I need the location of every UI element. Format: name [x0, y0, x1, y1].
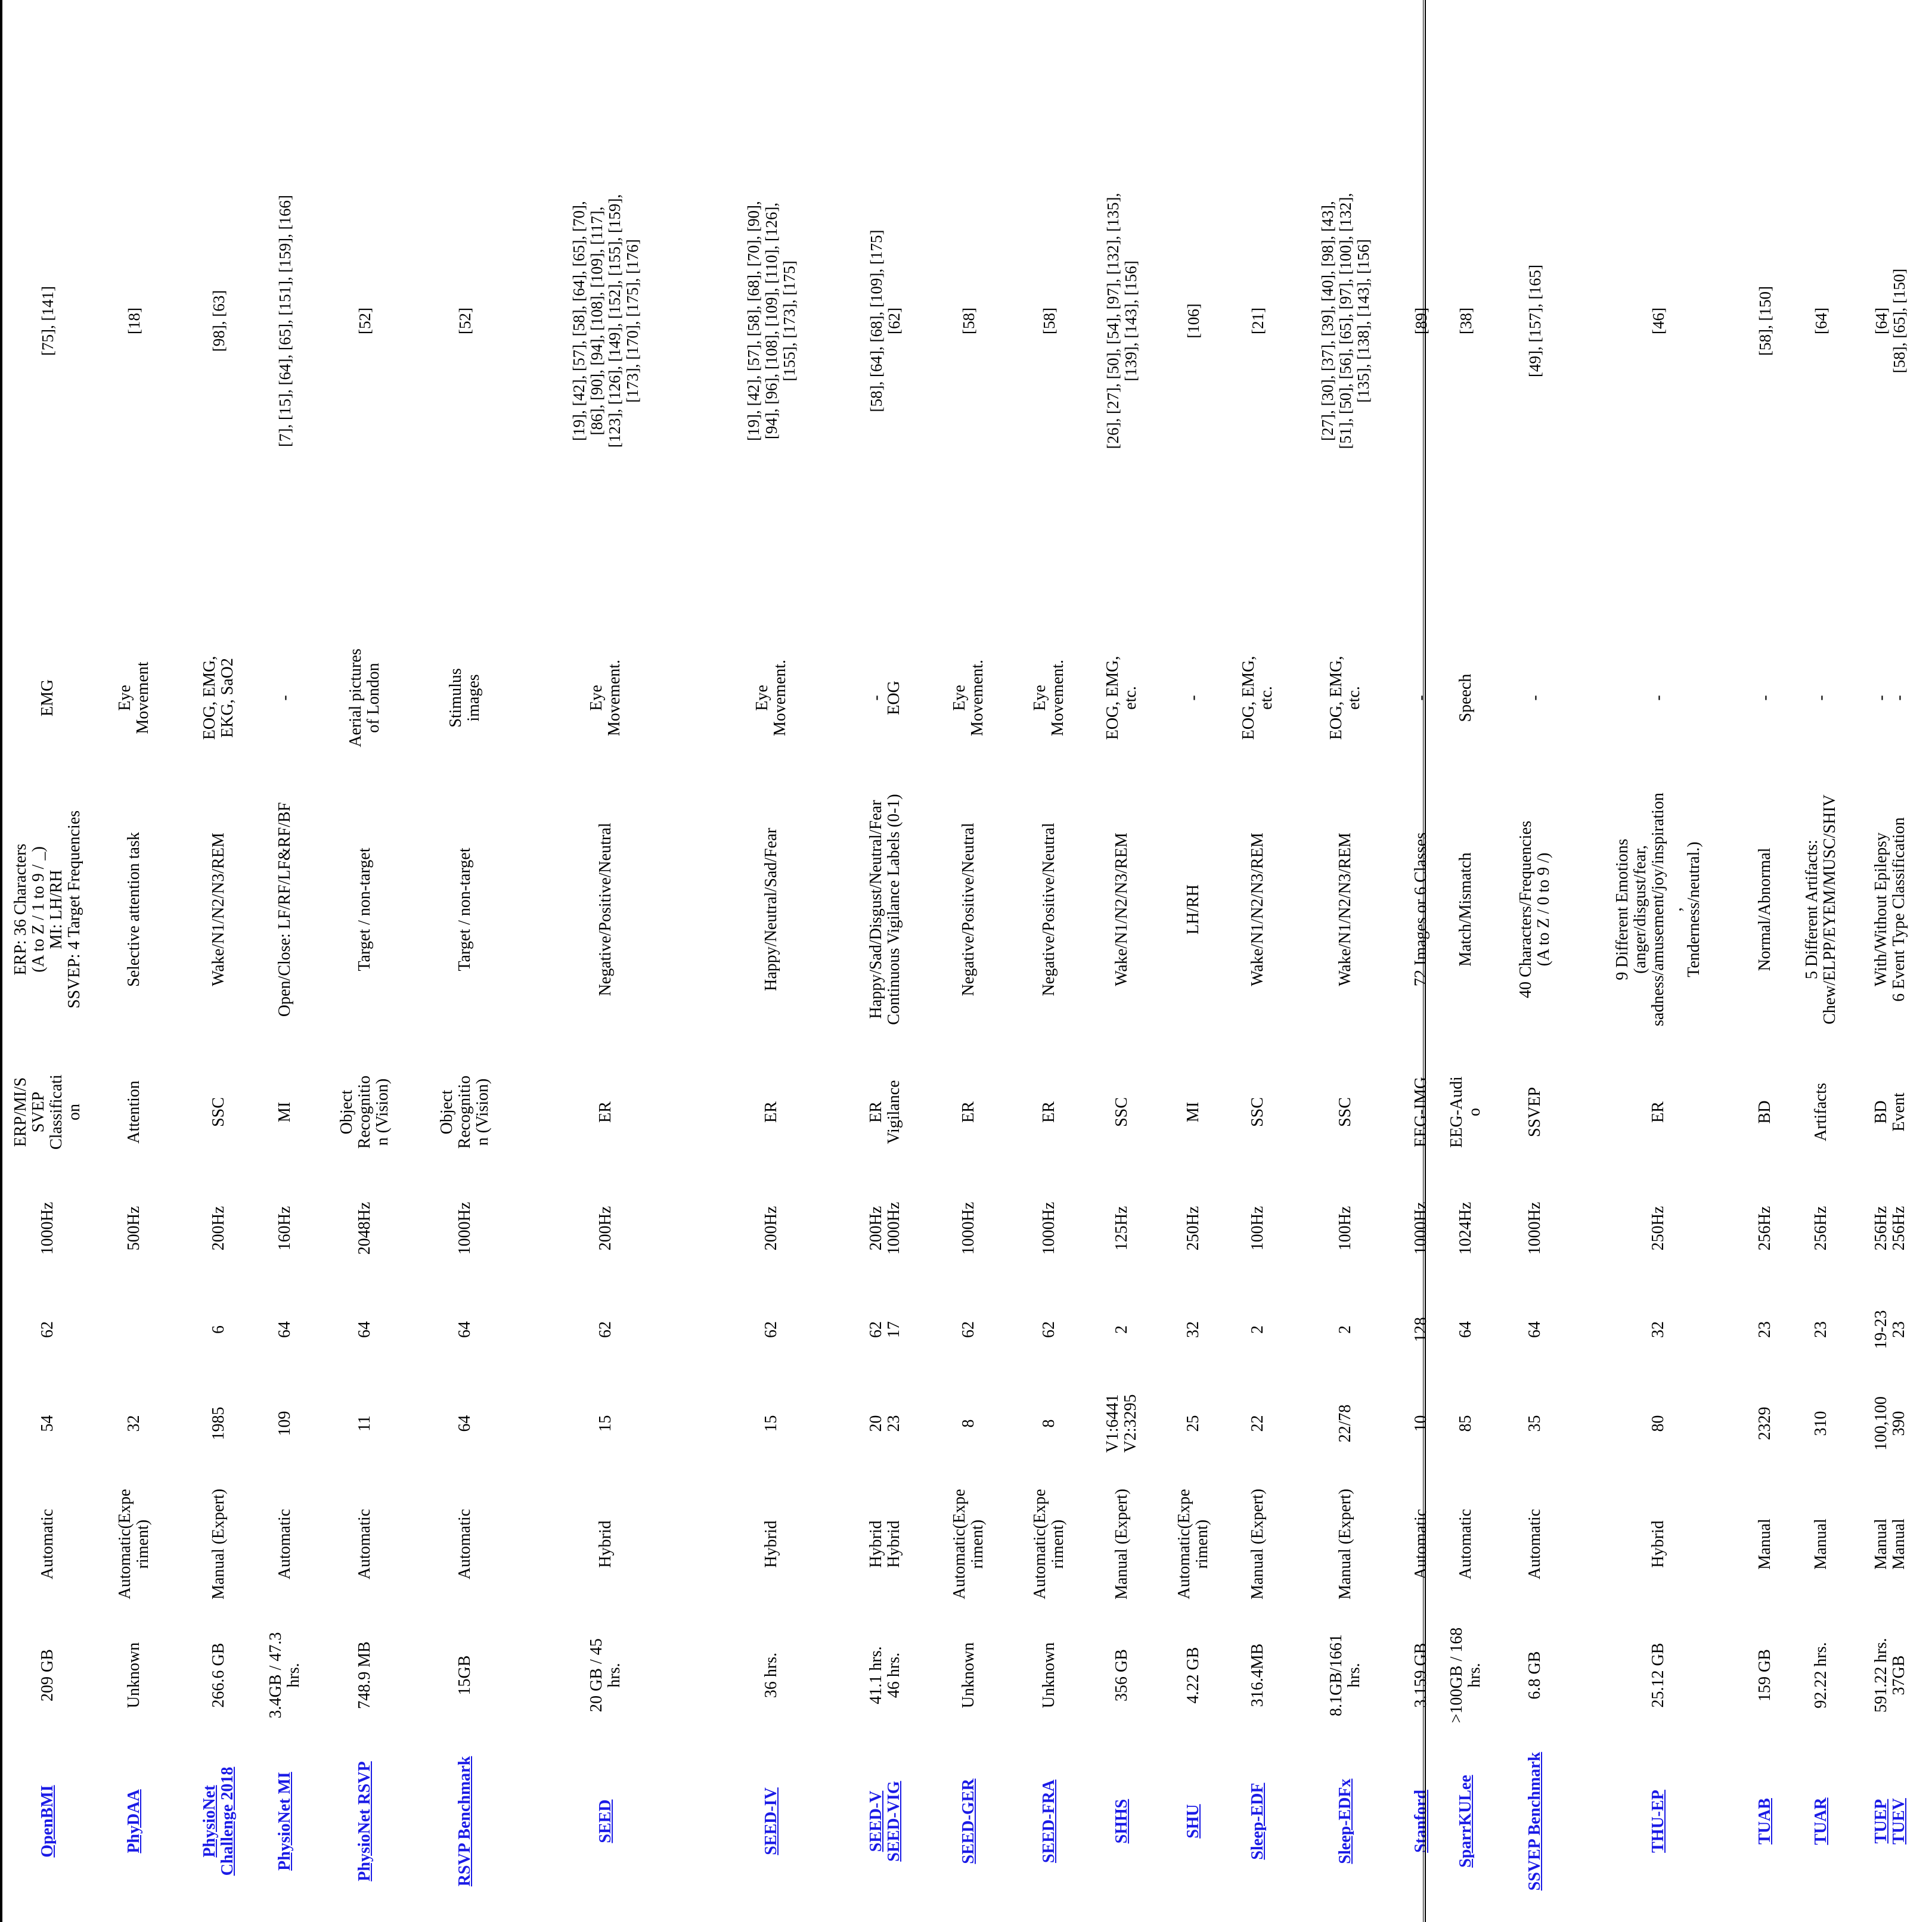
sampling-rate-cell: 250Hz [1184, 1206, 1202, 1251]
channels-cell: 62 [596, 1321, 615, 1338]
dataset-name [252, 1735, 318, 1908]
table-row [1490, 13, 1580, 1908]
other-signals-cell: Eye Movement. [950, 659, 987, 737]
dataset-link[interactable]: RSVP Benchmark [455, 1756, 474, 1887]
classes-cell: ERP: 36 Characters (A to Z / 1 to 9 / _) MI: LH/RH SSVEP: 4 Target Frequencies [11, 810, 83, 1009]
classes-cell: Negative/Positive/Neutral [1040, 822, 1058, 996]
bottom-rule [1423, 0, 1426, 1922]
references-cell: [106] [1184, 303, 1202, 339]
task-cell: ER [1040, 1101, 1058, 1123]
references-cell: [19], [42], [57], [58], [68], [70], [90], [94], [96], [108], [109], [110], [126], [155], [173], [175] [745, 201, 798, 441]
task-cell: SSVEP [1525, 1086, 1544, 1138]
classes-cell: 9 Different Emotions (anger/disgust/fear, sadness/amusement/joy/inspiration , Tenderness/neutral.) [1613, 793, 1703, 1026]
sampling-rate-cell: 1000Hz [38, 1201, 57, 1255]
task-cell: ER Vigilance [867, 1080, 903, 1144]
dataset-name [517, 1735, 693, 1908]
channels-cell: 19-23 23 [1872, 1310, 1908, 1349]
references-cell: [52] [356, 308, 374, 334]
classes-cell: Open/Close: LF/RF/LF&RF/BF [275, 802, 294, 1017]
labeling-cell: Manual (Expert) [1112, 1489, 1131, 1600]
labeling-cell: Automatic [1456, 1508, 1475, 1580]
size-cell: 159 GB [1755, 1649, 1774, 1701]
subjects-cell: 2329 [1755, 1406, 1774, 1440]
table-row [252, 13, 318, 1908]
task-cell: ER [959, 1101, 978, 1123]
table-row [1161, 13, 1226, 1908]
labeling-cell: Manual [1811, 1519, 1830, 1570]
subjects-cell: 22/78 [1335, 1404, 1354, 1443]
size-cell: Unknown [959, 1642, 978, 1709]
table-row [849, 13, 921, 1908]
dataset-link[interactable]: SEED-FRA [1040, 1780, 1058, 1864]
dataset-name [1226, 1735, 1290, 1908]
subjects-cell: 1985 [209, 1406, 228, 1440]
labeling-cell: Hybrid [1649, 1520, 1667, 1568]
classes-cell: 40 Characters/Frequencies (A to Z / 0 to 9 /) [1517, 821, 1553, 998]
references-cell: [58] [1040, 308, 1058, 334]
dataset-link[interactable]: SEED-GER [959, 1778, 978, 1864]
classes-cell: Wake/N1/N2/N3/REM [1248, 833, 1267, 986]
classes-cell: Happy/Sad/Disgust/Neutral/Fear Continuous Vigilance Labels (0-1) [867, 794, 903, 1025]
table-row [318, 13, 412, 1908]
dataset-link[interactable]: PhysioNet MI [275, 1772, 294, 1871]
dataset-name [1161, 1735, 1226, 1908]
labeling-cell: Automatic(Expe riment) [116, 1489, 152, 1600]
channels-cell: 62 [762, 1321, 780, 1338]
size-cell: 8.1GB/1661 hrs. [1326, 1634, 1363, 1716]
sampling-rate-cell: 1000Hz [1412, 1201, 1430, 1255]
dataset-name [83, 1735, 185, 1908]
channels-cell: 128 [1412, 1317, 1430, 1342]
table-row [185, 13, 252, 1908]
dataset-link[interactable]: SEED-V SEED-VIG [867, 1781, 903, 1862]
references-cell: [7], [15], [64], [65], [151], [159], [166] [276, 195, 294, 447]
other-signals-cell: - [1811, 695, 1830, 701]
references-cell: [38] [1457, 308, 1475, 334]
classes-cell: Negative/Positive/Neutral [959, 822, 978, 996]
classes-cell: Negative/Positive/Neutral [596, 822, 615, 996]
dataset-name [849, 1735, 921, 1908]
table-row [12, 13, 83, 1908]
labeling-cell: Automatic [38, 1508, 57, 1580]
task-cell: Object Recognitio n (Vision) [437, 1075, 492, 1149]
classes-cell: 5 Different Artifacts: Chew/ELPP/EYEM/MUSC/SHIV [1802, 794, 1839, 1024]
labeling-cell: Automatic(Expe riment) [1175, 1489, 1211, 1600]
dataset-name [1400, 1735, 1442, 1908]
sampling-rate-cell: 125Hz [1112, 1206, 1131, 1251]
labeling-cell: Manual Manual [1872, 1519, 1908, 1570]
size-cell: 41.1 hrs. 46 hrs. [867, 1646, 903, 1704]
dataset-link[interactable]: SSVEP Benchmark [1525, 1752, 1544, 1891]
subjects-cell: V1:6441 V2:3295 [1103, 1394, 1140, 1453]
task-cell: Artifacts [1811, 1083, 1830, 1141]
dataset-link[interactable]: SHU [1184, 1804, 1202, 1839]
other-signals-cell: - - [1872, 695, 1908, 701]
channels-cell: 62 [38, 1321, 57, 1338]
table-row [412, 13, 517, 1908]
labeling-cell: Automatic [275, 1508, 294, 1580]
classes-cell: With/Without Epilepsy 6 Event Type Classification [1872, 817, 1908, 1002]
subjects-cell: 80 [1649, 1415, 1667, 1432]
size-cell: 6.8 GB [1525, 1651, 1544, 1700]
sampling-rate-cell: 100Hz [1335, 1206, 1354, 1251]
other-signals-cell: - [1755, 695, 1774, 701]
dataset-link[interactable]: SHHS [1112, 1799, 1131, 1844]
dataset-table [12, 13, 1932, 1908]
subjects-cell: 11 [355, 1415, 374, 1432]
channels-cell: 2 [1112, 1325, 1131, 1334]
dataset-link[interactable]: SEED [596, 1799, 615, 1843]
channels-cell: 32 [1184, 1321, 1202, 1338]
dataset-name [693, 1735, 849, 1908]
dataset-link[interactable]: TUAB [1755, 1798, 1774, 1845]
dataset-link[interactable]: SEED-IV [762, 1787, 780, 1855]
subjects-cell: 64 [455, 1415, 474, 1432]
table-body [12, 13, 1932, 1908]
channels-cell: 6 [209, 1325, 228, 1334]
subjects-cell: 310 [1811, 1411, 1830, 1436]
classes-cell: Wake/N1/N2/N3/REM [1112, 833, 1131, 986]
table-row [1580, 13, 1736, 1908]
dataset-link[interactable]: THU-EP [1649, 1790, 1667, 1853]
labeling-cell: Automatic(Expe riment) [950, 1489, 987, 1600]
dataset-name [12, 1735, 83, 1908]
dataset-link[interactable]: Sleep-EDF [1248, 1783, 1267, 1860]
labeling-cell: Automatic(Expe riment) [1031, 1489, 1067, 1600]
classes-cell: Target / non-target [455, 847, 474, 971]
labeling-cell: Automatic [1412, 1508, 1430, 1580]
size-cell: 4.22 GB [1184, 1647, 1202, 1704]
other-signals-cell: - [1525, 695, 1544, 701]
other-signals-cell: - [1649, 695, 1667, 701]
channels-cell: 64 [355, 1321, 374, 1338]
channels-cell: 64 [1525, 1321, 1544, 1338]
size-cell: 15GB [455, 1655, 474, 1696]
dataset-link[interactable]: SparrKULee [1456, 1775, 1475, 1868]
references-cell: [18] [125, 308, 143, 334]
dataset-name [921, 1735, 1016, 1908]
other-signals-cell: EMG [38, 679, 57, 717]
task-cell: MI [275, 1101, 294, 1123]
subjects-cell: 22 [1248, 1415, 1267, 1432]
dataset-name [1736, 1735, 1793, 1908]
other-signals-cell: Speech [1456, 673, 1475, 722]
channels-cell [83, 1285, 185, 1374]
size-cell: 20 GB / 45 hrs. [587, 1638, 624, 1712]
references-cell: [64] [58], [65], [150] [1872, 268, 1908, 374]
other-signals-cell: - [1184, 695, 1202, 701]
dataset-name [1793, 1735, 1849, 1908]
dataset-link[interactable]: PhysioNet Challenge 2018 [200, 1766, 237, 1876]
sampling-rate-cell: 256Hz [1755, 1206, 1774, 1251]
references-cell: [89] [1412, 308, 1430, 334]
labeling-cell: Manual (Expert) [209, 1489, 228, 1600]
size-cell: 748.9 MB [355, 1641, 374, 1709]
size-cell: 356 GB [1112, 1649, 1131, 1701]
classes-cell: LH/RH [1184, 884, 1202, 934]
dataset-link[interactable]: Sleep-EDFx [1335, 1778, 1354, 1864]
task-cell: Attention [125, 1080, 143, 1144]
classes-cell: Wake/N1/N2/N3/REM [1335, 833, 1354, 986]
sampling-rate-cell: 200Hz [209, 1206, 228, 1251]
references-cell: [58], [150] [1756, 286, 1774, 356]
dataset-link[interactable]: TUEP TUEV [1872, 1798, 1908, 1845]
channels-cell: 2 [1335, 1325, 1354, 1334]
references-cell: [52] [455, 308, 474, 334]
task-cell: EEG-IMG [1412, 1076, 1430, 1148]
size-cell: 3.159 GB [1412, 1642, 1430, 1708]
labeling-cell: Manual (Expert) [1335, 1489, 1354, 1600]
labeling-cell: Hybrid Hybrid [867, 1520, 903, 1568]
subjects-cell: 8 [959, 1419, 978, 1428]
subjects-cell: 15 [762, 1415, 780, 1432]
other-signals-cell: Stimulus images [446, 668, 483, 728]
task-cell: ER [1649, 1101, 1667, 1123]
dataset-name [185, 1735, 252, 1908]
references-cell: [49], [157], [165] [1526, 265, 1544, 377]
channels-cell: 64 [275, 1321, 294, 1338]
subjects-cell: 85 [1456, 1415, 1475, 1432]
references-cell: [26], [27], [50], [54], [97], [132], [135], [139], [143], [156] [1103, 192, 1140, 449]
other-signals-cell: Eye Movement. [1031, 659, 1067, 737]
classes-cell: Target / non-target [355, 847, 374, 971]
references-cell: [27], [30], [37], [39], [40], [98], [43], [51], [50], [56], [65], [97], [100], [132], [135], [138], [143], [156] [1318, 192, 1372, 449]
classes-cell: Happy/Neutral/Sad/Fear [762, 828, 780, 991]
subjects-cell: 25 [1184, 1415, 1202, 1432]
references-cell: [58] [960, 308, 978, 334]
size-cell: 591.22 hrs. 37GB [1872, 1638, 1908, 1713]
dataset-link[interactable]: PhysioNet RSVP [355, 1761, 374, 1881]
sampling-rate-cell: 160Hz [275, 1206, 294, 1251]
top-rule [0, 0, 2, 1922]
table-row [1400, 13, 1442, 1908]
other-signals-cell: EOG, EMG, EKG, SaO2 [200, 656, 237, 740]
dataset-link[interactable]: PhyDAA [125, 1789, 143, 1853]
task-cell: EEG-Audi o [1447, 1076, 1484, 1148]
references-cell: [98], [63] [209, 290, 228, 352]
sampling-rate-cell: 500Hz [125, 1206, 143, 1251]
size-cell: >100GB / 168 hrs. [1447, 1627, 1484, 1724]
sampling-rate-cell: 256Hz 256Hz [1872, 1206, 1908, 1251]
table-row [1226, 13, 1290, 1908]
other-signals-cell: - [1412, 695, 1430, 701]
dataset-link[interactable]: Stanford [1412, 1790, 1430, 1853]
task-cell: BD [1755, 1100, 1774, 1124]
task-cell: ER [762, 1101, 780, 1123]
sampling-rate-cell: 250Hz [1649, 1206, 1667, 1251]
sampling-rate-cell: 200Hz 1000Hz [867, 1201, 903, 1255]
other-signals-cell: Eye Movement. [587, 659, 624, 737]
table-row [921, 13, 1016, 1908]
labeling-cell: Automatic [1525, 1508, 1544, 1580]
references-cell: [58], [64], [68], [109], [175] [62] [867, 229, 903, 412]
table-row [693, 13, 849, 1908]
task-cell: Object Recognitio n (Vision) [337, 1075, 392, 1149]
subjects-cell: 100,100 390 [1872, 1396, 1908, 1451]
labeling-cell: Automatic [455, 1508, 474, 1580]
other-signals-cell: - EOG [867, 681, 903, 715]
task-cell: SSC [1112, 1097, 1131, 1127]
other-signals-cell: EOG, EMG, etc. [1239, 656, 1276, 740]
sampling-rate-cell: 200Hz [596, 1206, 615, 1251]
channels-cell: 64 [1456, 1321, 1475, 1338]
other-signals-cell: Aerial pictures of London [346, 648, 383, 747]
task-cell: SSC [1248, 1097, 1267, 1127]
channels-cell: 23 [1755, 1321, 1774, 1338]
other-signals-cell: Eye Movement [116, 662, 152, 734]
references-cell: [19], [42], [57], [58], [64], [65], [70], [86], [90], [94], [108], [109], [117], [123], [126], [149], [152], [155], [159], [173], [170], [175], [176] [569, 194, 641, 448]
channels-cell: 62 [959, 1321, 978, 1338]
table-row [517, 13, 693, 1908]
subjects-cell: 20 23 [867, 1415, 903, 1432]
size-cell: 36 hrs. [762, 1652, 780, 1699]
channels-cell: 62 17 [867, 1321, 903, 1338]
table-row [1793, 13, 1849, 1908]
sampling-rate-cell: 2048Hz [355, 1201, 374, 1255]
other-signals-cell: EOG, EMG, etc. [1103, 656, 1140, 740]
channels-cell: 62 [1040, 1321, 1058, 1338]
table-row [1082, 13, 1161, 1908]
subjects-cell: 8 [1040, 1419, 1058, 1428]
sampling-rate-cell: 1000Hz [455, 1201, 474, 1255]
subjects-cell: 32 [125, 1415, 143, 1432]
sampling-rate-cell: 1000Hz [1040, 1201, 1058, 1255]
size-cell: 3.4GB / 47.3 hrs. [266, 1632, 303, 1719]
dataset-name [1849, 1735, 1932, 1908]
size-cell: 266.6 GB [209, 1642, 228, 1708]
dataset-name [1082, 1735, 1161, 1908]
labeling-cell: Manual (Expert) [1248, 1489, 1267, 1600]
sampling-rate-cell: 1000Hz [1525, 1201, 1544, 1255]
size-cell: Unknown [125, 1642, 143, 1709]
task-cell: SSC [209, 1097, 228, 1127]
references-cell: [64] [1812, 308, 1830, 334]
sampling-rate-cell: 1000Hz [959, 1201, 978, 1255]
subjects-cell: 109 [275, 1411, 294, 1436]
dataset-name [1580, 1735, 1736, 1908]
sampling-rate-cell: 200Hz [762, 1206, 780, 1251]
other-signals-cell: EOG, EMG, etc. [1326, 656, 1363, 740]
classes-cell: Wake/N1/N2/N3/REM [209, 833, 228, 986]
subjects-cell: 54 [38, 1415, 57, 1432]
size-cell: 25.12 GB [1649, 1642, 1667, 1708]
dataset-name [1016, 1735, 1082, 1908]
labeling-cell: Automatic [355, 1508, 374, 1580]
task-cell: BD Event [1872, 1092, 1908, 1132]
references-cell: [21] [1249, 308, 1267, 334]
subjects-cell: 15 [596, 1415, 615, 1432]
channels-cell: 2 [1248, 1325, 1267, 1334]
size-cell: Unknown [1040, 1642, 1058, 1709]
dataset-name [1290, 1735, 1400, 1908]
table-row [1016, 13, 1082, 1908]
subjects-cell: 35 [1525, 1415, 1544, 1432]
dataset-name [1490, 1735, 1580, 1908]
labeling-cell: Hybrid [762, 1520, 780, 1568]
task-cell: SSC [1335, 1097, 1354, 1127]
other-signals-cell: - [275, 695, 294, 701]
channels-cell: 64 [455, 1321, 474, 1338]
task-cell: ER [596, 1101, 615, 1123]
dataset-link[interactable]: OpenBMI [38, 1785, 57, 1858]
table-row [1736, 13, 1793, 1908]
size-cell: 92.22 hrs. [1811, 1642, 1830, 1709]
classes-cell: Selective attention task [125, 832, 143, 987]
table-row [1849, 13, 1932, 1908]
dataset-name [318, 1735, 412, 1908]
subjects-cell: 10 [1412, 1415, 1430, 1432]
table-row [1290, 13, 1400, 1908]
sampling-rate-cell: 100Hz [1248, 1206, 1267, 1251]
channels-cell: 23 [1811, 1321, 1830, 1338]
sampling-rate-cell: 256Hz [1811, 1206, 1830, 1251]
dataset-name [1442, 1735, 1490, 1908]
table-row [83, 13, 185, 1908]
dataset-link[interactable]: TUAR [1811, 1797, 1830, 1845]
size-cell: 316.4MB [1248, 1643, 1267, 1707]
size-cell: 209 GB [38, 1649, 57, 1701]
table-row [1442, 13, 1490, 1908]
channels-cell: 32 [1649, 1321, 1667, 1338]
classes-cell: Match/Mismatch [1456, 852, 1475, 967]
sampling-rate-cell: 1024Hz [1456, 1201, 1475, 1255]
references-cell: [75], [141] [39, 286, 57, 356]
other-signals-cell: Eye Movement. [753, 659, 789, 737]
dataset-name [412, 1735, 517, 1908]
classes-cell: 72 Images or 6 Classes [1412, 832, 1430, 987]
classes-cell: Normal/Abnormal [1755, 847, 1774, 971]
task-cell: ERP/MI/S SVEP Classificati on [11, 1075, 83, 1150]
labeling-cell: Manual [1755, 1519, 1774, 1570]
references-cell: [46] [1649, 308, 1667, 334]
labeling-cell: Hybrid [596, 1520, 615, 1568]
task-cell: MI [1184, 1101, 1202, 1123]
